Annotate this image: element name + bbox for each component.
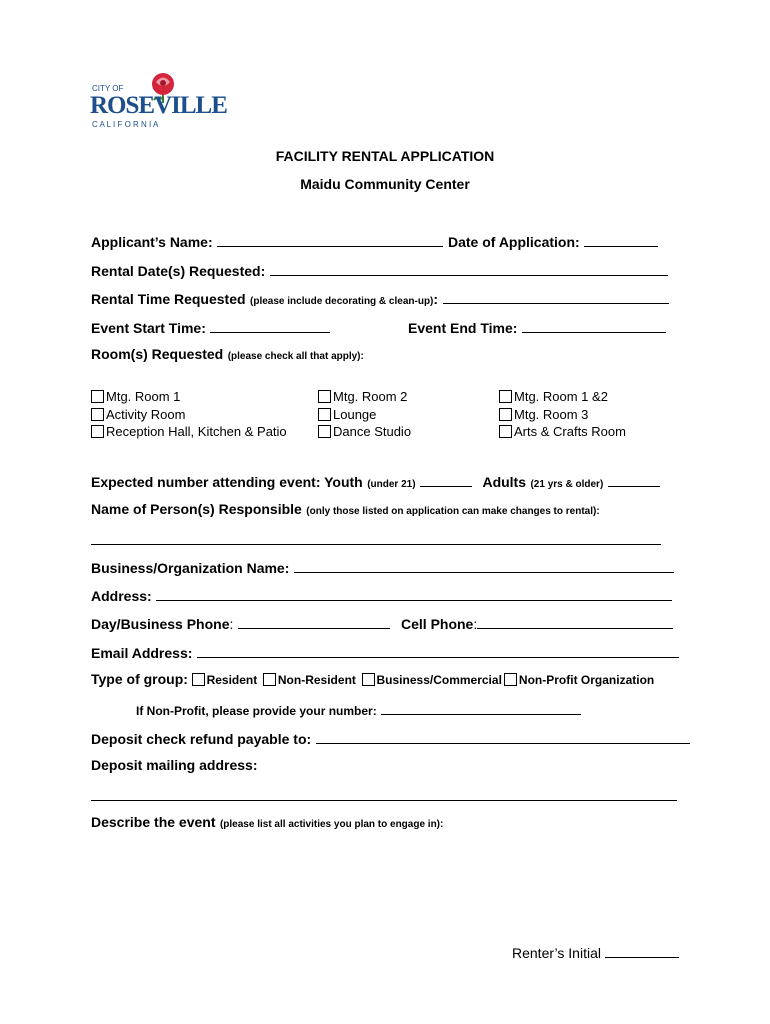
room-option[interactable]: Mtg. Room 3 [499, 406, 626, 424]
deposit-mailing-field[interactable] [91, 786, 677, 801]
event-end-field[interactable] [522, 318, 666, 333]
checkbox[interactable] [318, 425, 331, 438]
checkbox[interactable] [318, 408, 331, 421]
checkbox[interactable] [91, 425, 104, 438]
rooms-requested-note: (please check all that apply): [227, 351, 364, 362]
responsible-label: Name of Person(s) Responsible [91, 501, 302, 517]
rental-time-note: (please include decorating & clean-up) [250, 296, 434, 307]
event-start-label: Event Start Time: [91, 320, 206, 336]
youth-count-field[interactable] [420, 472, 472, 487]
room-option[interactable]: Reception Hall, Kitchen & Patio [91, 423, 287, 441]
email-field[interactable] [197, 643, 679, 658]
checkbox[interactable] [499, 408, 512, 421]
event-end-label: Event End Time: [408, 320, 518, 336]
date-of-application-label: Date of Application: [448, 234, 580, 250]
logo-state: C A L I F O R N I A [92, 120, 159, 129]
city-logo [90, 70, 227, 132]
renter-initial-label: Renter’s Initial [512, 945, 601, 961]
checkbox[interactable] [91, 390, 104, 403]
page-subtitle: Maidu Community Center [300, 176, 470, 192]
cell-phone-field[interactable] [477, 614, 673, 629]
deposit-refund-field[interactable] [316, 729, 690, 744]
email-label: Email Address: [91, 645, 193, 661]
event-start-field[interactable] [210, 318, 330, 333]
room-option[interactable]: Arts & Crafts Room [499, 423, 626, 441]
describe-event-label: Describe the event [91, 814, 216, 830]
page-title: FACILITY RENTAL APPLICATION [275, 148, 495, 164]
room-option[interactable]: Mtg. Room 2 [318, 388, 411, 406]
describe-event-note: (please list all activities you plan to engage in): [219, 819, 444, 830]
checkbox[interactable] [504, 673, 517, 686]
deposit-refund-label: Deposit check refund payable to: [91, 731, 312, 747]
applicant-name-field[interactable] [217, 232, 443, 247]
room-column-3 [499, 388, 626, 441]
address-label: Address: [91, 588, 152, 604]
checkbox[interactable] [362, 673, 375, 686]
group-option-nonresident: Non-Resident [277, 673, 356, 687]
applicant-name-label: Applicant’s Name: [91, 234, 213, 250]
room-option[interactable]: Activity Room [91, 406, 287, 424]
rooms-requested-label: Room(s) Requested [91, 346, 224, 362]
nonprofit-number-label: If Non-Profit, please provide your number: [136, 704, 377, 718]
business-name-label: Business/Organization Name: [91, 560, 290, 576]
group-option-resident: Resident [206, 673, 258, 687]
group-type-label: Type of group: [91, 671, 188, 687]
adults-label: Adults [482, 474, 527, 490]
logo-city-of: CITY OF [92, 84, 124, 93]
rental-time-field[interactable] [443, 289, 669, 304]
checkbox[interactable] [263, 673, 276, 686]
group-option-business: Business/Commercial [376, 673, 502, 687]
address-field[interactable] [156, 586, 672, 601]
checkbox[interactable] [192, 673, 205, 686]
room-option[interactable]: Mtg. Room 1 &2 [499, 388, 626, 406]
cell-phone-label: Cell Phone [401, 616, 474, 632]
responsible-note: (only those listed on application can make changes to rental): [306, 506, 600, 517]
deposit-mailing-label: Deposit mailing address: [91, 757, 258, 773]
room-option[interactable]: Lounge [318, 406, 411, 424]
room-option[interactable]: Mtg. Room 1 [91, 388, 287, 406]
nonprofit-number-field[interactable] [381, 700, 581, 715]
group-option-nonprofit: Non-Profit Organization [518, 673, 655, 687]
rental-dates-field[interactable] [270, 261, 668, 276]
checkbox[interactable] [499, 390, 512, 403]
business-name-field[interactable] [294, 558, 674, 573]
room-option[interactable]: Dance Studio [318, 423, 411, 441]
adults-note: (21 yrs & older) [530, 479, 604, 490]
checkbox[interactable] [318, 390, 331, 403]
responsible-field[interactable] [91, 530, 661, 545]
day-phone-label: Day/Business Phone [91, 616, 230, 632]
date-of-application-field[interactable] [584, 232, 658, 247]
rental-dates-label: Rental Date(s) Requested: [91, 263, 266, 279]
logo-name: ROSEVILLE [90, 92, 227, 119]
adults-count-field[interactable] [608, 472, 660, 487]
youth-note: (under 21) [367, 479, 416, 490]
rental-time-label: Rental Time Requested [91, 291, 246, 307]
room-column-2 [318, 388, 411, 441]
renter-initial-field[interactable] [605, 943, 679, 958]
day-phone-field[interactable] [238, 614, 390, 629]
describe-event-area[interactable] [91, 840, 677, 930]
attendance-label: Expected number attending event: Youth [91, 474, 363, 490]
checkbox[interactable] [91, 408, 104, 421]
room-column-1 [91, 388, 287, 441]
checkbox[interactable] [499, 425, 512, 438]
